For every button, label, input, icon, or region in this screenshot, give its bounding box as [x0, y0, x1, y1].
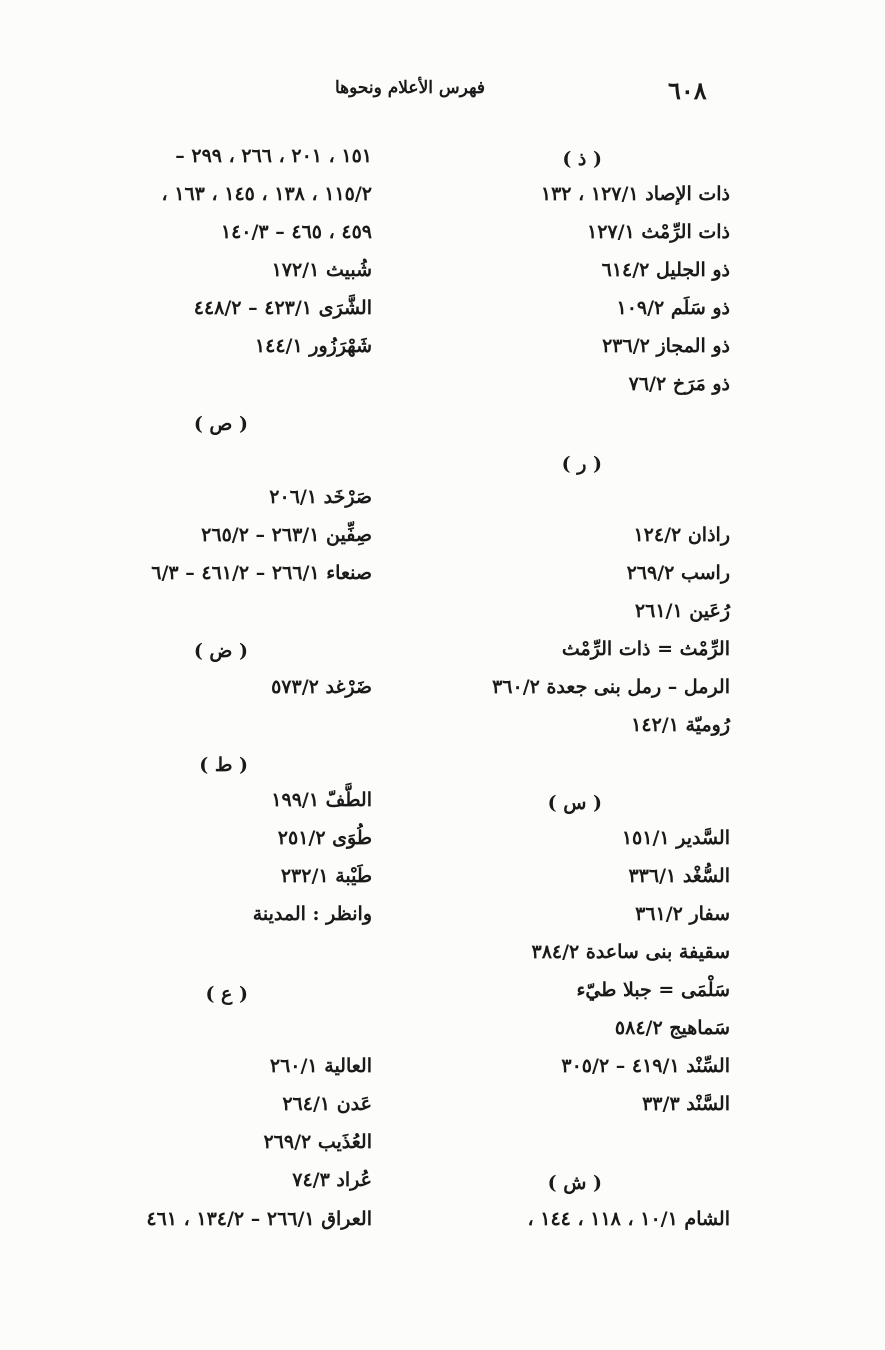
index-entry: ذو سَلَم ١٠٩/٢: [616, 297, 730, 319]
index-entry: صنعاء ٢٦٦/١ – ٤٦١/٢ – ٦/٣: [151, 562, 372, 584]
index-entry: ذو الجليل ٦١٤/٢: [601, 259, 730, 281]
index-entry: صِفِّين ٢٦٣/١ – ٢٦٥/٢: [201, 524, 372, 546]
index-entry: رُوميّة ١٤٢/١: [631, 714, 730, 736]
letter-section-heading: ( ض ): [193, 640, 248, 662]
index-entry: العُذَيب ٢٦٩/٢: [263, 1131, 372, 1153]
index-entry: رُعَين ٢٦١/١: [634, 600, 730, 622]
letter-section-heading: ( ط ): [199, 754, 248, 776]
index-entry: شَهْرَزُور ١٤٤/١: [254, 335, 372, 357]
letter-section-heading: ( س ): [547, 792, 602, 814]
index-entry: الطَّفّ ١٩٩/١: [271, 789, 372, 811]
index-entry: العالية ٢٦٠/١: [269, 1055, 372, 1077]
index-entry: سفار ٣٦١/٢: [635, 903, 730, 925]
index-entry: الشام ١٠/١ ، ١١٨ ، ١٤٤ ،: [527, 1208, 730, 1230]
index-entry: ذو المجاز ٢٣٦/٢: [602, 335, 730, 357]
index-entry: راذان ١٢٤/٢: [633, 524, 730, 546]
index-entry: سَلْمَى = جبلا طيّء: [576, 979, 730, 1001]
index-entry: ذات الإصاد ١٢٧/١ ، ١٣٢: [540, 183, 730, 205]
letter-section-heading: ( ذ ): [562, 148, 602, 170]
index-entry: راسب ٢٦٩/٢: [626, 562, 730, 584]
index-entry: السُّغْد ٣٣٦/١: [628, 865, 730, 887]
index-entry: صَرْخَد ٢٠٦/١: [269, 486, 372, 508]
index-entry: الرِّمْث = ذات الرِّمْث: [561, 638, 730, 660]
index-entry: ذو مَرَخ ٧٦/٢: [628, 373, 730, 395]
index-entry: طُوَى ٢٥١/٢: [277, 827, 372, 849]
index-entry: السَّنْد ٣٣/٣: [642, 1093, 730, 1115]
index-entry: عُراد ٧٤/٣: [292, 1169, 372, 1191]
index-entry: شُبيث ١٧٢/١: [271, 259, 372, 281]
letter-section-heading: ( ر ): [561, 453, 602, 475]
index-entry: الشَّرَى ٤٢٣/١ – ٤٤٨/٢: [193, 297, 372, 319]
index-entry: ٤٥٩ ، ٤٦٥ – ١٤٠/٣: [220, 221, 372, 243]
index-entry: السِّنْد ٤١٩/١ – ٣٠٥/٢: [561, 1055, 730, 1077]
index-entry: ١١٥/٢ ، ١٣٨ ، ١٤٥ ، ١٦٣ ،: [161, 183, 372, 205]
index-entry: عَدن ٢٦٤/١: [282, 1093, 372, 1115]
index-entry: ضَرْغد ٥٧٣/٢: [271, 676, 372, 698]
page-number: ٦٠٨: [668, 76, 707, 105]
letter-section-heading: ( ش ): [547, 1172, 602, 1194]
running-title: فهرس الأعلام ونحوها: [335, 78, 486, 98]
index-entry: ذات الرِّمْث ١٢٧/١: [586, 221, 730, 243]
index-entry: سقيفة بنى ساعدة ٣٨٤/٢: [531, 941, 730, 963]
index-entry: سَماهيج ٥٨٤/٢: [614, 1017, 730, 1039]
index-entry: ١٥١ ، ٢٠١ ، ٢٦٦ ، ٢٩٩ –: [175, 145, 372, 167]
index-entry: العراق ٢٦٦/١ – ١٣٤/٢ ، ٤٦١: [146, 1208, 372, 1230]
index-entry: السَّدير ١٥١/١: [621, 827, 730, 849]
index-entry: الرمل – رمل بنى جعدة ٣٦٠/٢: [492, 676, 730, 698]
index-entry: طَيْبة ٢٣٢/١: [280, 865, 372, 887]
letter-section-heading: ( ع ): [205, 983, 248, 1005]
index-entry: وانظر : المدينة: [252, 903, 372, 925]
letter-section-heading: ( ص ): [193, 413, 248, 435]
